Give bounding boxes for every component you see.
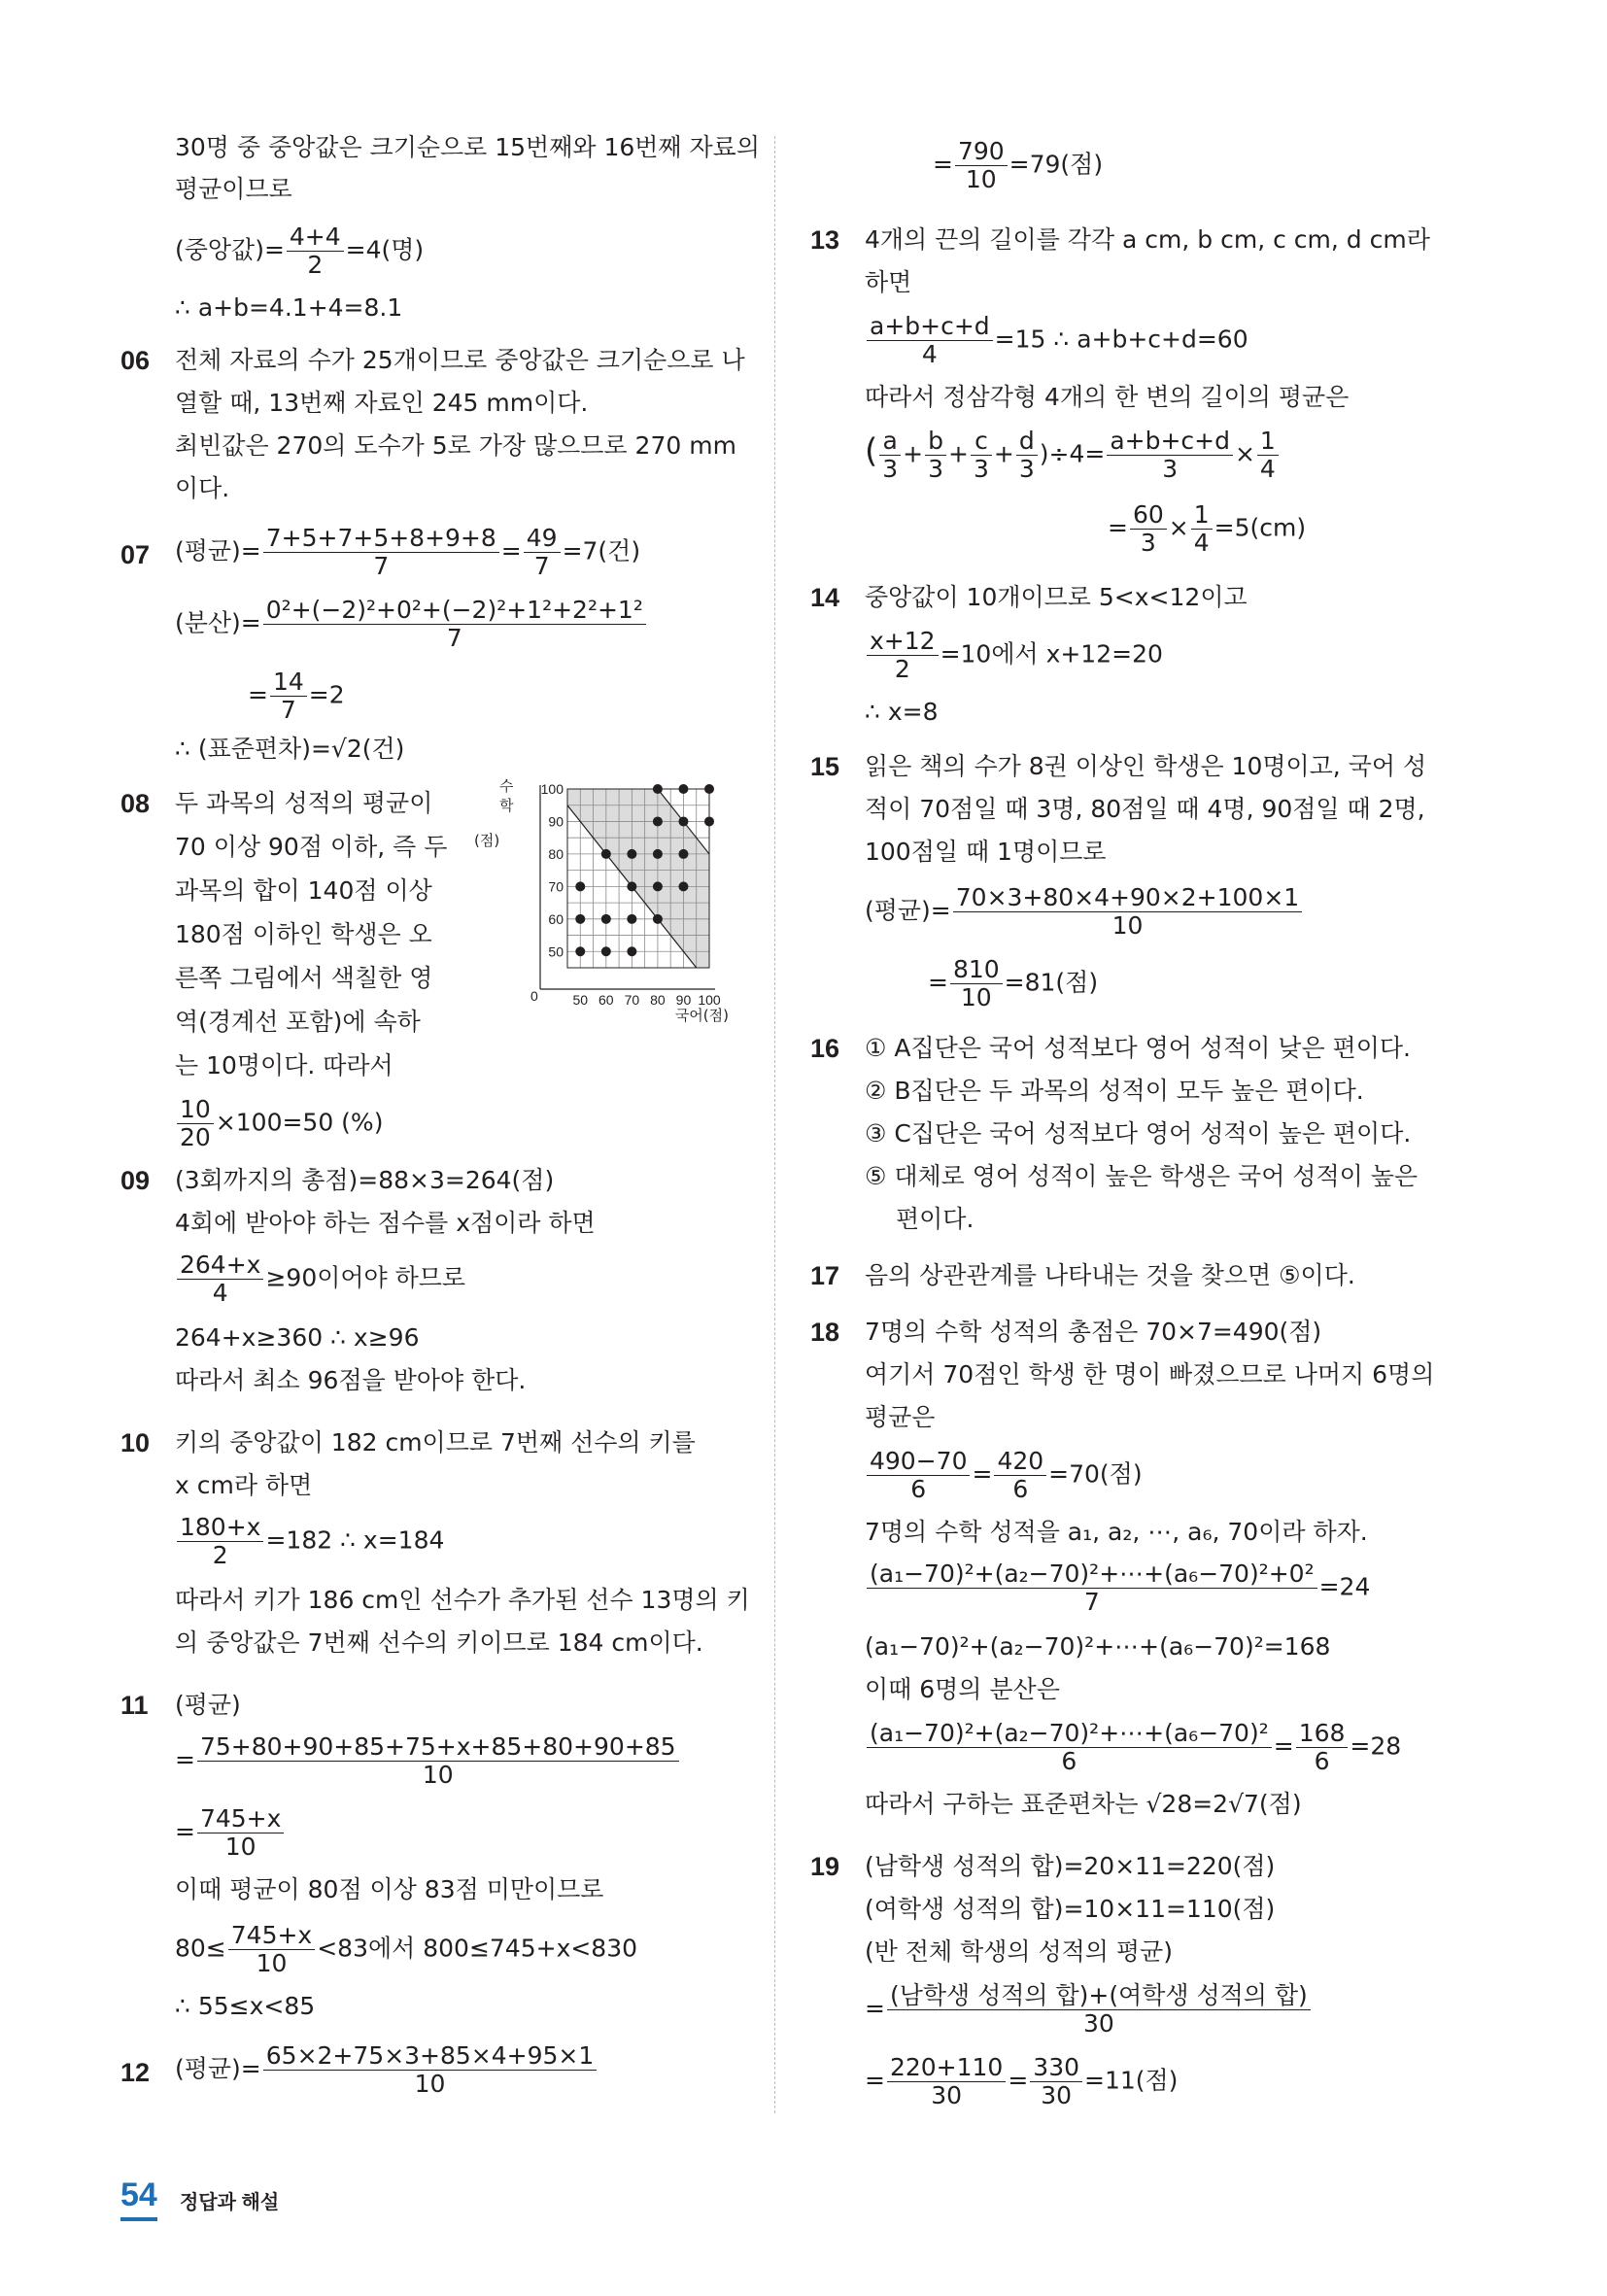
text-line: 7명의 수학 성적을 a₁, a₂, ⋯, a₆, 70이라 하자. [865, 1518, 1368, 1546]
math-line: ( $\frac{a}{3}$ + $\frac{b}{3}$ + $\frac{c}{3}$ + $\frac{d}{3}$ )÷4= $\frac{a+b+c+d}{3}$ × $\frac{1}{4}$ [865, 428, 1281, 483]
question-number: 06 [120, 346, 151, 375]
text-line: 열할 때, 13번째 자료인 245 mm이다. [175, 389, 589, 417]
data-point [653, 849, 663, 859]
data-point [653, 914, 663, 924]
data-point [678, 849, 688, 859]
math-line: $\frac{490-70}{6}$ = $\frac{420}{6}$ =70(점) [865, 1448, 1143, 1503]
shaded-region [567, 789, 709, 968]
x-tick-label: 60 [598, 992, 614, 1008]
data-point [601, 849, 611, 859]
question-number: 19 [810, 1852, 840, 1881]
text-line: ∴ (표준편차)=√2(건) [175, 735, 405, 763]
y-axis-label: 학 [499, 797, 514, 814]
math-line: = $\frac{60}{3}$ × $\frac{1}{4}$ =5(cm) [1108, 500, 1307, 557]
column-divider [774, 136, 775, 2113]
x-tick-label: 50 [572, 992, 589, 1008]
math-line: $\frac{a+b+c+d}{4}$ =15 ∴ a+b+c+d=60 [865, 313, 1248, 368]
y-tick-label: 80 [548, 845, 564, 862]
data-point [678, 816, 688, 826]
question-number: 12 [120, 2058, 151, 2087]
data-point [627, 914, 636, 924]
question-number: 18 [810, 1318, 840, 1347]
question-number: 14 [810, 583, 840, 612]
text-line: ∴ a+b=4.1+4=8.1 [175, 293, 403, 322]
text-line: 의 중앙값은 7번째 선수의 키이므로 184 cm이다. [175, 1628, 703, 1657]
text-line: 4개의 끈의 길이를 각각 a cm, b cm, c cm, d cm라 [865, 225, 1430, 254]
data-point [627, 881, 636, 891]
text-line: 264+x≥360 ∴ x≥96 [175, 1323, 420, 1352]
text-line: 따라서 정삼각형 4개의 한 변의 길이의 평균은 [865, 383, 1350, 411]
text-line: ① A집단은 국어 성적보다 영어 성적이 낮은 편이다. [865, 1034, 1411, 1062]
text-line: 이때 6명의 분산은 [865, 1675, 1060, 1703]
y-tick-label: 60 [548, 910, 564, 927]
question-number: 09 [120, 1166, 151, 1195]
y-tick-label: 90 [548, 813, 564, 830]
text-line: (남학생 성적의 합)=20×11=220(점) [865, 1852, 1276, 1880]
text-line: 키의 중앙값이 182 cm이므로 7번째 선수의 키를 [175, 1428, 696, 1456]
text-line: 따라서 최소 96점을 받아야 한다. [175, 1366, 527, 1394]
data-point [601, 946, 611, 956]
math-line: = $\frac{745+x}{10}$ [175, 1805, 286, 1861]
text-line: (여학생 성적의 합)=10×11=110(점) [865, 1895, 1276, 1923]
page-number: 54 [120, 2176, 157, 2213]
math-line: $\frac{10}{20}$ ×100=50 (%) [175, 1096, 383, 1151]
text-line: ③ C집단은 국어 성적보다 영어 성적이 높은 편이다. [865, 1119, 1412, 1148]
text-line: 따라서 키가 186 cm인 선수가 추가된 선수 13명의 키 [175, 1586, 750, 1614]
x-tick-label: 100 [698, 992, 721, 1008]
text-line: 역(경계선 포함)에 속하 [175, 1008, 421, 1036]
question-number: 08 [120, 789, 151, 818]
text-line: 두 과목의 성적의 평균이 [175, 789, 433, 817]
text-line: 4회에 받아야 하는 점수를 x점이라 하면 [175, 1209, 596, 1237]
text-line: ⑤ 대체로 영어 성적이 높은 학생은 국어 성적이 높은 [865, 1162, 1418, 1190]
text-line: x cm라 하면 [175, 1471, 313, 1499]
text-line: 음의 상관관계를 나타내는 것을 찾으면 ⑤이다. [865, 1261, 1355, 1289]
text-line: 읽은 책의 수가 8권 이상인 학생은 10명이고, 국어 성 [865, 752, 1427, 780]
math-line: = $\frac{\text{(남학생 성적의 합)+(여학생 성적의 합)}}{30}$ [865, 1982, 1313, 2038]
text-line: 평균은 [865, 1403, 936, 1431]
text-line: 이때 평균이 80점 이상 83점 미만이므로 [175, 1875, 604, 1903]
x-tick-label: 90 [675, 992, 692, 1008]
text-line: (3회까지의 총점)=88×3=264(점) [175, 1166, 555, 1194]
question-number: 13 [810, 225, 840, 255]
math-line: = $\frac{810}{10}$ =81(점) [928, 955, 1099, 1011]
text-line: 평균이므로 [175, 175, 292, 203]
text-line: 70 이상 90점 이하, 즉 두 [175, 833, 448, 861]
math-line: = $\frac{220+110}{30}$ = $\frac{330}{30}$ =11(점) [865, 2053, 1179, 2109]
data-point [627, 849, 636, 859]
math-line: = $\frac{75+80+90+85+75+x+85+80+90+85}{10}$ [175, 1733, 681, 1789]
text-line: 180점 이하인 학생은 오 [175, 920, 432, 948]
data-point [575, 946, 585, 956]
text-line: 7명의 수학 성적의 총점은 70×7=490(점) [865, 1318, 1322, 1346]
y-tick-label: 70 [548, 878, 564, 895]
page-number-underline [120, 2217, 157, 2221]
question-number: 07 [120, 540, 151, 569]
math-line: (평균)= $\frac{65\times 2+75\times 3+85\times 4+95\times 1}{10}$ [175, 2042, 598, 2098]
question-number: 10 [120, 1428, 151, 1457]
text-line: 과목의 합이 140점 이상 [175, 876, 432, 905]
text-line: 는 10명이다. 따라서 [175, 1051, 393, 1079]
text-line: 편이다. [896, 1205, 974, 1233]
math-line: (평균)= $\frac{7+5+7+5+8+9+8}{7}$ = $\frac{49}{7}$ =7(건) [175, 524, 641, 580]
data-point [653, 816, 663, 826]
footer-label: 정답과 해설 [180, 2192, 280, 2213]
math-line: (평균)= $\frac{70\times 3+80\times 4+90\times 2+100\times 1}{10}$ [865, 884, 1304, 940]
math-line: (중앙값)= $\frac{4+4}{2}$ =4(명) [175, 223, 425, 279]
math-line: $\frac{\text{(a₁−70)²+(a₂−70)²+⋯+(a₆−70)²}}{6}$ = $\frac{168}{6}$ =28 [865, 1720, 1401, 1775]
math-line: $\frac{264+x}{4}$ ≥90이어야 하므로 [175, 1251, 465, 1307]
data-point [627, 946, 636, 956]
math-line: (분산)= $\frac{\text{0²+(−2)²+0²+(−2)²+1²+2²+1²}}{7}$ [175, 597, 648, 652]
scatter-chart [462, 777, 744, 1035]
math-line: $\frac{180+x}{2}$ =182 ∴ x=184 [175, 1514, 444, 1569]
text-line: 따라서 구하는 표준편차는 √28=2√7(점) [865, 1790, 1302, 1818]
text-line: ② B집단은 두 과목의 성적이 모두 높은 편이다. [865, 1077, 1364, 1105]
data-point [653, 881, 663, 891]
math-line: = $\frac{14}{7}$ =2 [248, 668, 345, 724]
question-number: 15 [810, 752, 840, 781]
question-number: 16 [810, 1034, 840, 1063]
origin-label: 0 [530, 988, 538, 1004]
y-axis-label: (점) [474, 832, 500, 849]
question-number: 11 [120, 1691, 149, 1720]
text-line: (반 전체 학생의 성적의 평균) [865, 1937, 1173, 1966]
x-axis-label: 국어(점) [674, 1007, 729, 1024]
x-tick-label: 80 [650, 992, 666, 1008]
text-line: 여기서 70점인 학생 한 명이 빠졌으므로 나머지 6명의 [865, 1360, 1435, 1388]
text-line: (a₁−70)²+(a₂−70)²+⋯+(a₆−70)²=168 [865, 1632, 1331, 1661]
text-line: ∴ 55≤x<85 [175, 1992, 316, 2020]
math-line: = $\frac{790}{10}$ =79(점) [933, 137, 1104, 193]
text-line: 중앙값이 10개이므로 5<x<12이고 [865, 583, 1248, 611]
data-point [678, 881, 688, 891]
text-line: 전체 자료의 수가 25개이므로 중앙값은 크기순으로 나 [175, 346, 745, 374]
math-line: $\frac{x+12}{2}$ =10에서 x+12=20 [865, 628, 1163, 683]
x-tick-label: 70 [624, 992, 640, 1008]
y-tick-label: 50 [548, 943, 564, 960]
data-point [575, 914, 585, 924]
text-line: 100점일 때 1명이므로 [865, 838, 1107, 866]
y-tick-label: 100 [540, 781, 564, 797]
question-number: 17 [810, 1261, 840, 1290]
text-line: 이다. [175, 474, 230, 502]
math-line: $\frac{\text{(a₁−70)²+(a₂−70)²+⋯+(a₆−70)²+0²}}{7}$ =24 [865, 1560, 1370, 1616]
y-axis-label: 수 [499, 777, 514, 795]
text-line: 른쪽 그림에서 색칠한 영 [175, 964, 433, 992]
text-line: (평균) [175, 1691, 241, 1719]
text-line: 적이 70점일 때 3명, 80점일 때 4명, 90점일 때 2명, [865, 795, 1425, 823]
data-point [704, 784, 714, 794]
math-line: 80≤ $\frac{745+x}{10}$ <83에서 800≤745+x<830 [175, 1921, 638, 1977]
data-point [678, 784, 688, 794]
text-line: 하면 [865, 268, 912, 296]
text-line: 최빈값은 270의 도수가 5로 가장 많으므로 270 mm [175, 431, 736, 460]
data-point [704, 816, 714, 826]
data-point [653, 784, 663, 794]
data-point [575, 881, 585, 891]
data-point [601, 914, 611, 924]
text-line: ∴ x=8 [865, 698, 939, 726]
text-line: 30명 중 중앙값은 크기순으로 15번째와 16번째 자료의 [175, 133, 760, 161]
